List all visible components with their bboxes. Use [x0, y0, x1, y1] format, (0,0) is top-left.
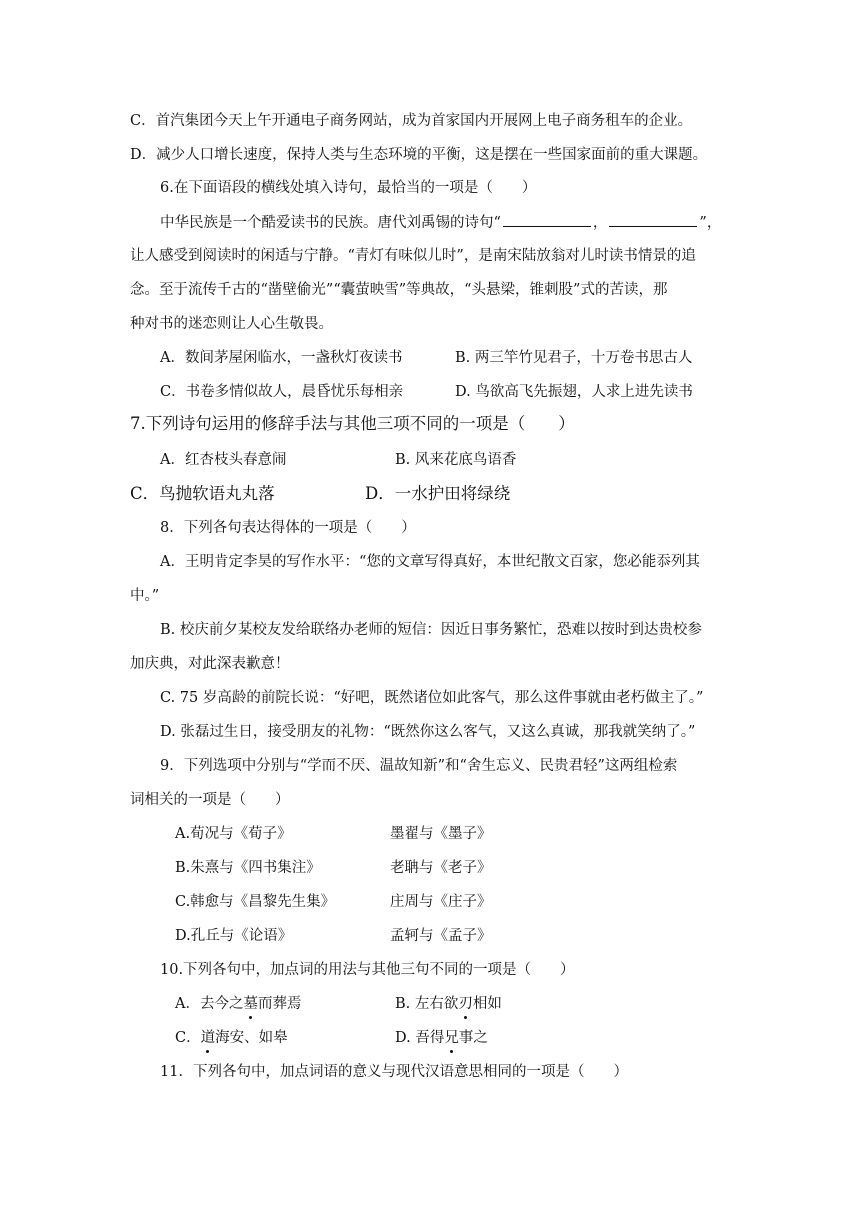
- emphasis-dot-word: 刃: [458, 996, 473, 1012]
- q10-option-a: A．去今之墓而葬焉: [175, 996, 302, 1012]
- emphasis-dot-word: 墓: [243, 996, 258, 1012]
- question-7: 7.下列诗句运用的修辞手法与其他三项不同的一项是（ ）: [130, 414, 575, 433]
- q8-option-a-line-1: A．王明肯定李昊的写作水平：“您的文章写得真好，本世纪散文百家，您必能忝列其: [160, 554, 700, 570]
- q6-option-c: C．书卷多情似故人，晨昏忧乐每相亲: [160, 384, 404, 400]
- q9-option-b-2: 老聃与《老子》: [390, 860, 492, 876]
- q8-option-b-line-1: B. 校庆前夕某校友发给联络办老师的短信：因近日事务繁忙，恐难以按时到达贵校参: [160, 622, 702, 638]
- q6-passage-line-4: 种对书的迷恋则让人心生敬畏。: [130, 316, 333, 332]
- q8-option-c: C. 75 岁高龄的前院长说：“好吧，既然诸位如此客气，那么这件事就由老朽做主了。”: [160, 690, 704, 706]
- emphasis-dot-word: 兄: [444, 1030, 459, 1046]
- q6-option-d: D. 鸟欲高飞先振翅，人求上进先读书: [455, 384, 693, 400]
- q8-option-a-line-2: 中。”: [130, 588, 160, 604]
- q6-passage-line-1: 中华民族是一个酷爱读书的民族。唐代刘禹锡的诗句“ ， ”，: [160, 212, 721, 233]
- q8-option-d: D. 张磊过生日，接受朋友的礼物：“既然你这么客气，又这么真诚，那我就笑纳了。”: [160, 724, 696, 740]
- question-10: 10.下列各句中，加点词的用法与其他三句不同的一项是（ ）: [160, 962, 575, 978]
- q8-option-b-line-2: 加庆典，对此深表歉意！: [130, 656, 290, 672]
- question-9-line-2: 词相关的一项是（ ）: [130, 792, 290, 808]
- emphasis-dot-word: 道: [200, 1030, 216, 1046]
- q10-option-d: D. 吾得兄事之: [395, 1030, 488, 1046]
- q9-option-a-1: A.荀况与《荀子》: [175, 826, 292, 842]
- q7-option-b: B. 风来花底鸟语香: [395, 452, 517, 468]
- q5-option-c: C．首汽集团今天上午开通电子商务网站，成为首家国内开展网上电子商务租车的企业。: [130, 113, 693, 129]
- q9-option-d-2: 孟轲与《孟子》: [390, 928, 492, 944]
- q10-option-b: B. 左右欲刃相如: [395, 996, 502, 1012]
- q9-option-c-1: C.韩愈与《昌黎先生集》: [175, 894, 336, 910]
- blank-2: [609, 212, 697, 227]
- question-8: 8．下列各句表达得体的一项是（ ）: [160, 520, 416, 536]
- question-9-line-1: 9．下列选项中分别与“学而不厌、温故知新”和“舍生忘义、民贵君轻”这两组检索: [160, 758, 678, 774]
- q6-option-b: B. 两三竿竹见君子，十万卷书思古人: [455, 350, 693, 366]
- q7-option-a: A．红杏枝头春意闹: [160, 452, 287, 468]
- question-6: 6.在下面语段的横线处填入诗句，最恰当的一项是（ ）: [160, 180, 537, 196]
- q6-passage-line-3: 念。至于流传千古的“凿壁偷光”“囊萤映雪”等典故，“头悬梁，锥刺股”式的苦读，那: [130, 282, 668, 298]
- q9-option-a-2: 墨翟与《墨子》: [390, 826, 492, 842]
- q6-option-a: A．数间茅屋闲临水，一盏秋灯夜读书: [160, 350, 403, 366]
- q7-option-c: C．鸟抛软语丸丸落: [130, 484, 275, 503]
- q6-passage-line-2: 让人感受到阅读时的闲适与宁静。“青灯有味似儿时”，是南宋陆放翁对儿时读书情景的追: [130, 248, 696, 264]
- question-11: 11．下列各句中，加点词语的意义与现代汉语意思相同的一项是（ ）: [160, 1064, 628, 1080]
- q7-option-d: D．一水护田将绿绕: [365, 484, 511, 503]
- q9-option-d-1: D.孔丘与《论语》: [175, 928, 293, 944]
- q10-option-c: C．道海安、如皋: [175, 1030, 288, 1046]
- q9-option-b-1: B.朱熹与《四书集注》: [175, 860, 321, 876]
- q9-option-c-2: 庄周与《庄子》: [390, 894, 492, 910]
- blank-1: [503, 212, 591, 227]
- q5-option-d: D．减少人口增长速度，保持人类与生态环境的平衡，这是摆在一些国家面前的重大课题。: [130, 147, 708, 163]
